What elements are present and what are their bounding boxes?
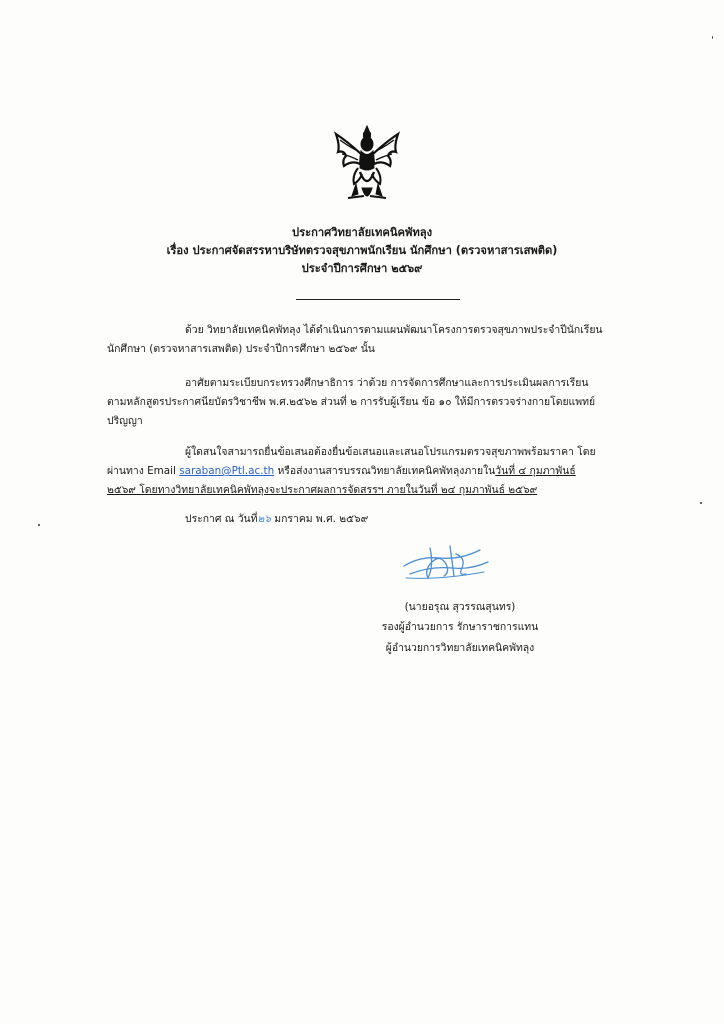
scan-speck	[712, 36, 713, 39]
email-label: ผ่านทาง Email	[107, 465, 180, 477]
email-link[interactable]: saraban@Ptl.ac.th	[179, 465, 275, 477]
announce-day-handwritten: ๒๖	[257, 513, 271, 525]
deadline-date: วันที่ ๔ กุมภาพันธ์	[495, 465, 576, 477]
paragraph-2-line-2: ตามหลักสูตรประกาศนียบัตรวิชาชีพ พ.ศ.๒๕๖๒ ส่วนที่ ๒ การรับผู้เรียน ข้อ ๑๐ ให้มีการตรวจร่างกายโดยแพทย์	[107, 396, 596, 408]
garuda-emblem-icon	[334, 124, 400, 206]
paragraph-1-line-1: ด้วย วิทยาลัยเทคนิคพัทลุง ได้ดำเนินการตามแผนพัฒนาโครงการตรวจสุขภาพประจำปีนักเรียน	[185, 324, 603, 336]
paragraph-3-line-2	[107, 464, 576, 478]
announce-suffix: มกราคม พ.ศ. ๒๕๖๙	[270, 513, 369, 525]
signatory-position-1: รองผู้อำนวยการ รักษาราชการแทน	[381, 621, 539, 633]
scan-speck	[700, 502, 702, 504]
announce-date-line	[185, 512, 368, 526]
title-divider	[296, 299, 460, 300]
announcement-org-title: ประกาศวิทยาลัยเทคนิคพัทลุง	[291, 226, 433, 239]
signatory-position-2: ผู้อำนวยการวิทยาลัยเทคนิคพัทลุง	[385, 642, 535, 654]
scan-speck	[38, 524, 40, 526]
submission-text: หรือส่งงานสารบรรณวิทยาลัยเทคนิคพัทลุงภายใน	[274, 465, 496, 477]
paragraph-1-line-2: นักศึกษา (ตรวจหาสารเสพติด) ประจำปีการศึกษา ๒๕๖๙ นั้น	[107, 343, 375, 355]
announcement-year: ประจำปีการศึกษา ๒๕๖๙	[301, 262, 423, 275]
paragraph-3-line-1: ผู้ใดสนใจสามารถยื่นข้อเสนอต้องยื่นข้อเสนอและเสนอโปรแกรมตรวจสุขภาพพร้อมราคา โดย	[185, 446, 596, 458]
paragraph-2-line-3: ปริญญา	[107, 415, 143, 427]
announce-prefix: ประกาศ ณ วันที่	[185, 513, 258, 525]
paragraph-3-line-3: ๒๕๖๙ โดยทางวิทยาลัยเทคนิคพัทลุงจะประกาศผลการจัดสรรฯ ภายในวันที่ ๒๔ กุมภาพันธ์ ๒๕๖๙	[107, 484, 538, 496]
announcement-subject: เรื่อง ประกาศจัดสรรหาบริษัทตรวจสุขภาพนักเรียน นักศึกษา (ตรวจหาสารเสพติด)	[166, 244, 558, 257]
paragraph-2-line-1: อาศัยตามระเบียบกระทรวงศึกษาธิการ ว่าด้วย การจัดการศึกษาและการประเมินผลการเรียน	[185, 377, 589, 389]
handwritten-signature	[400, 536, 492, 584]
signatory-name: (นายอรุณ สุวรรณสุนทร)	[404, 601, 516, 613]
